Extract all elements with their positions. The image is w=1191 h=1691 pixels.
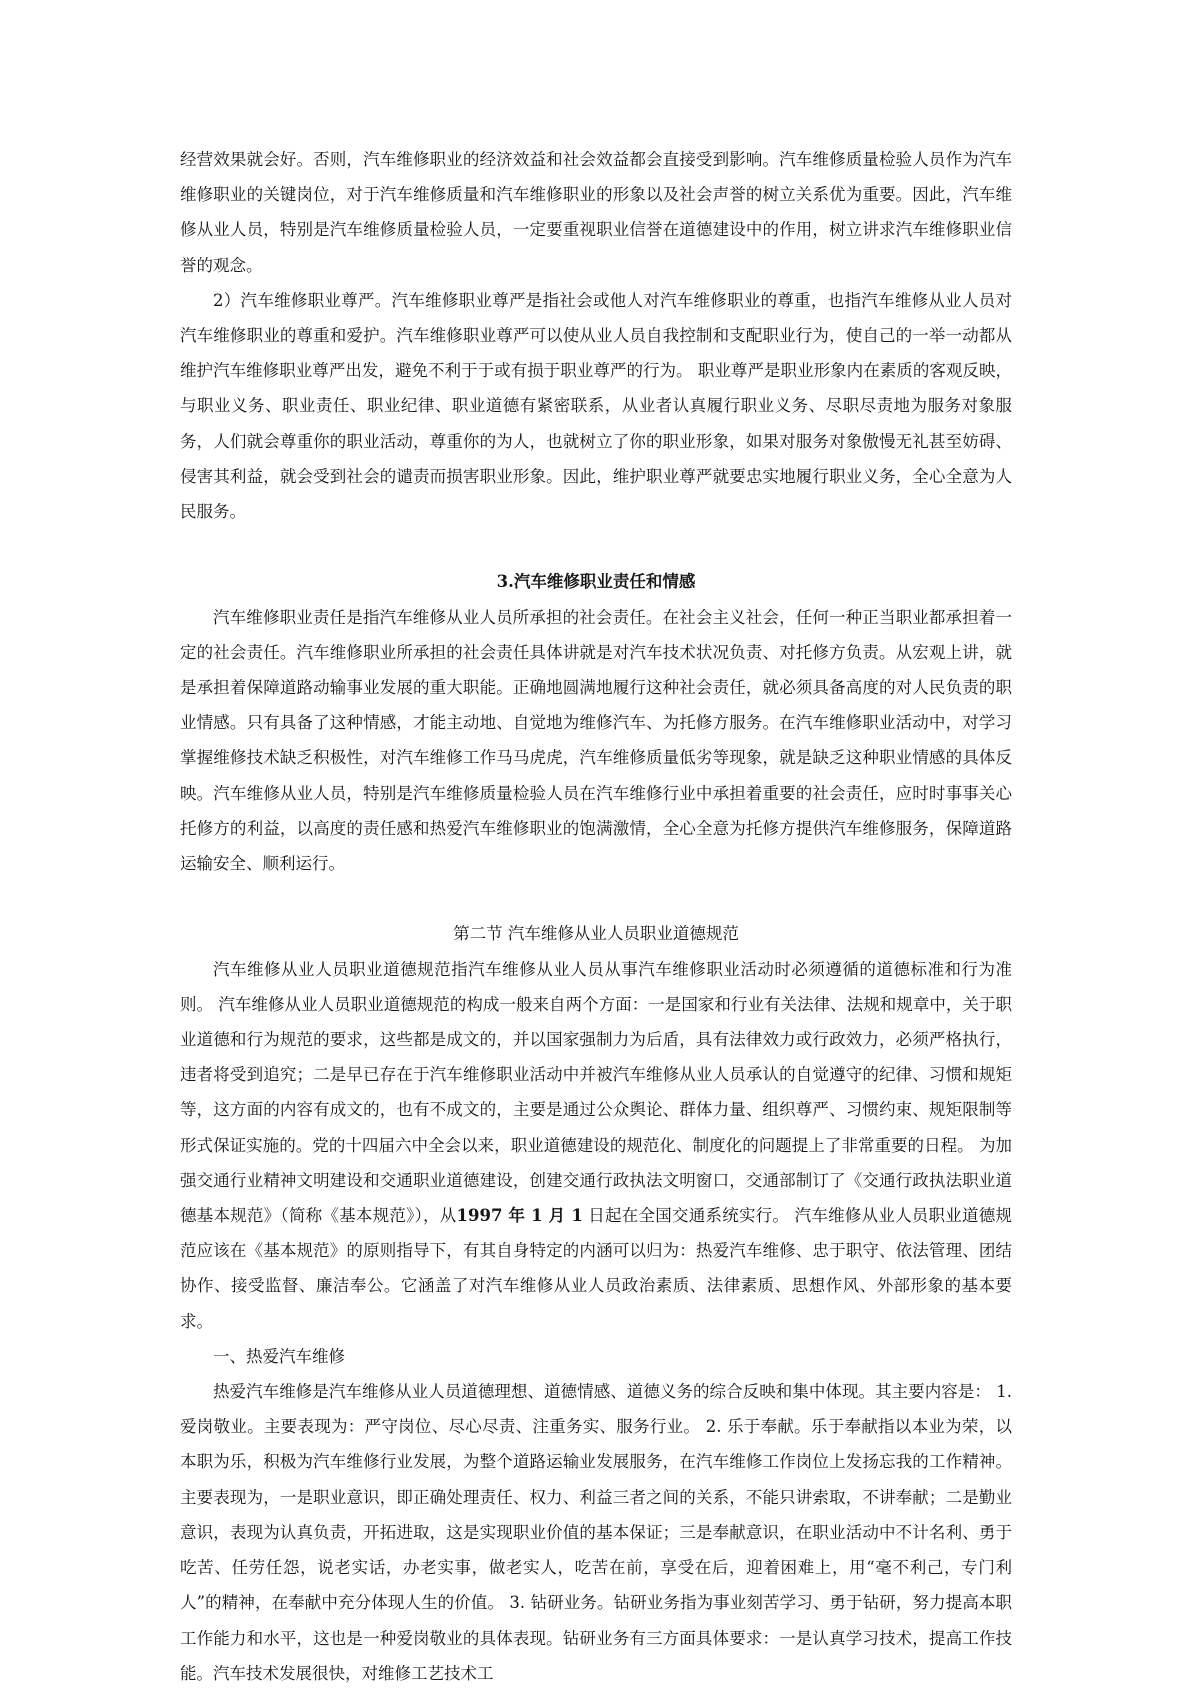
paragraph-professional-dignity: 2）汽车维修职业尊严。汽车维修职业尊严是指社会或他人对汽车维修职业的尊重，也指汽车维修从业人员对汽车维修职业的尊重和爱护。汽车维修职业尊严可以使从业人员自我控制和支配职业行为，使自己的一举一动都从维护汽车维修职业尊严出发，避免不利于于或有损于职业尊严的行为。 职业尊严是职业形象内在素质的客观反映，与职业义务、职业责任、职业纪律、职业道德有紧密联系，从业者认真履行职业义务、尽职尽责地为服务对象服务，人们就会尊重你的职业活动，尊重你的为人，也就树立了你的职业形象，如果对服务对象傲慢无礼甚至妨碍、侵害其利益，就会受到社会的谴责而损害职业形象。因此，维护职业尊严就要忠实地履行职业义务，全心全意为人民服务。 (180, 290, 1012, 522)
heading-responsibility-emotion: 3.汽车维修职业责任和情感 (496, 572, 696, 592)
spacer (180, 881, 1012, 916)
paragraph-responsibility: 汽车维修职业责任是指汽车维修从业人员所承担的社会责任。在社会主义社会，任何一种正当职业都承担着一定的社会责任。汽车维修职业所承担的社会责任具体讲就是对汽车技术状况负责、对托修方负责。从宏观上讲，就是承担着保障道路动输事业发展的重大职能。正确地圆满地履行这种社会责任，就必须具备高度的对人民负责的职业情感。只有具备了这种情感，才能主动地、自觉地为维修汽车、为托修方服务。在汽车维修职业活动中，对学习掌握维修技术缺乏积极性，对汽车维修工作马马虎虎，汽车维修质量低劣等现象，就是缺乏这种职业情感的具体反映。汽车维修从业人员，特别是汽车维修质量检验人员在汽车维修行业中承担着重要的社会责任，应时时事事关心托修方的利益，以高度的责任感和热爱汽车维修职业的饱满激情，全心全意为托修方提供汽车维修服务，保障道路运输安全、顺利运行。 (180, 607, 1012, 874)
paragraph-ethics-norms-part2: 日起在全国交通系统实行。 汽车维修从业人员职业道德规范应该在《基本规范》的原则指导下，有其自身特定的内涵可以归为：热爱汽车维修、忠于职守、依法管理、团结协作、接受监督、廉洁奉公。它涵盖了对汽车维修从业人员政治素质、法律素质、思想作风、外部形象的基本要求。 (180, 1206, 1012, 1331)
paragraph-love-repair: 热爱汽车维修是汽车维修从业人员道德理想、道德情感、道德义务的综合反映和集中体现。其主要内容是： 1. 爱岗敬业。主要表现为：严守岗位、尽心尽责、注重务实、服务行业。 2. 乐于奉献。乐于奉献指以本业为荣，以本职为乐，积极为汽车维修行业发展，为整个道路运输业发展服务，在汽车维修工作岗位上发扬忘我的工作精神。主要表现为，一是职业意识，即正确处理责任、权力、利益三者之间的关系，不能只讲索取，不讲奉献；二是勤业意识，表现为认真负责，开拓进取，这是实现职业价值的基本保证；三是奉献意识，在职业活动中不计名利、勇于吃苦、任劳任怨，说老实话，办老实事，做老实人，吃苦在前，享受在后，迎着困难上，用“毫不利己，专门利人”的精神，在奉献中充分体现人生的价值。 3. 钻研业务。钻研业务指为事业刻苦学习、勇于钻研，努力提高本职工作能力和水平，这也是一种爱岗敬业的具体表现。钻研业务有三方面具体要求：一是认真学习技术，提高工作技能。汽车技术发展很快，对维修工艺技术工 (180, 1382, 1012, 1683)
subheading-love-repair: 一、热爱汽车维修 (213, 1346, 345, 1366)
section-title-ethics-norms: 第二节 汽车维修从业人员职业道德规范 (453, 924, 739, 944)
paragraph-ethics-norms-part1: 汽车维修从业人员职业道德规范指汽车维修从业人员从事汽车维修职业活动时必须遵循的道德标准和行为准则。 汽车维修从业人员职业道德规范的构成一般来自两个方面：一是国家和行业有关法律、法规和规章中，关于职业道德和行为规范的要求，这些都是成文的，并以国家强制力为后盾，具有法律效力或行政效力，必须严格执行，违者将受到追究；二是早已存在于汽车维修职业活动中并被汽车维修从业人员承认的自觉遵守的纪律、习惯和规矩等，这方面的内容有成文的，也有不成文的，主要是通过公众舆论、群体力量、组织尊严、习惯约束、规矩限制等形式保证实施的。党的十四届六中全会以来，职业道德建设的规范化、制度化的问题提上了非常重要的日程。 为加强交通行业精神文明建设和交通职业道德建设，创建交通行政执法文明窗口，交通部制订了《交通行政执法职业道德基本规范》（简称《基本规范》），从 (180, 959, 1012, 1226)
document-page (180, 142, 1012, 1691)
spacer (180, 529, 1012, 564)
paragraph-ethics-norms (180, 952, 1012, 1339)
date-bold: 1997 年 1 月 1 (456, 1206, 583, 1226)
paragraph-continuation: 经营效果就会好。否则，汽车维修职业的经济效益和社会效益都会直接受到影响。汽车维修质量检验人员作为汽车维修职业的关键岗位，对于汽车维修质量和汽车维修职业的形象以及社会声誉的树立关系优为重要。因此，汽车维修从业人员，特别是汽车维修质量检验人员，一定要重视职业信誉在道德建设中的作用，树立讲求汽车维修职业信誉的观念。 (180, 150, 1012, 275)
